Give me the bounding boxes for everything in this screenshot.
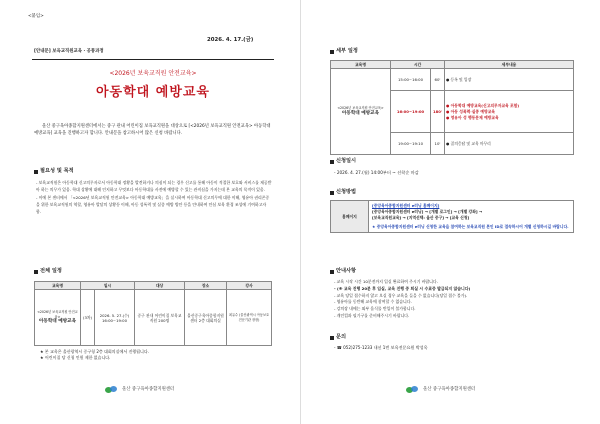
guide-item: - 교육 당일 접수하지 않고 오실 경우 교육을 들을 수 없습니다(당일 접수 불가). bbox=[334, 292, 468, 298]
contact-heading bbox=[330, 334, 346, 341]
notice-date: 2026. 4. 17.(금) bbox=[207, 37, 254, 43]
datetime-cell: 2026. 5. 27.(수) 16:00~19:00 bbox=[95, 290, 135, 346]
detail-col-time: 시간 bbox=[391, 61, 445, 69]
guide-list bbox=[334, 279, 574, 320]
footer-logo-text: 울산 중구육아종합지원센터 bbox=[423, 387, 476, 393]
bullet-square-icon bbox=[330, 270, 334, 274]
contact-heading-label: 문의 bbox=[336, 334, 347, 340]
detail-content-line: ● 아동학대 예방교육(신고의무자교육 포함) bbox=[446, 102, 520, 108]
method-note: ★ 중앙육아종합지원센터 e러닝 신청한 교육을 참여하는 보육교직원 본인 ID로 접속하시어 개별 신청하시길 바랍니다. bbox=[372, 224, 569, 230]
guide-item: - 교육 시작 시간 10분전까지 입실 완료하여 주시기 바랍니다. bbox=[334, 279, 438, 284]
method-content-cell bbox=[369, 201, 574, 233]
overall-heading-label: 전체 일정 bbox=[40, 268, 62, 274]
detail-edu-small: <2026년 보육교직원 안전교육> bbox=[337, 106, 384, 111]
detail-schedule-heading bbox=[330, 48, 358, 55]
bullet-square-icon bbox=[330, 191, 334, 195]
detail-min: 60' bbox=[431, 69, 445, 91]
page-divider bbox=[300, 0, 301, 424]
detail-time: 19:00~19:10 bbox=[391, 133, 431, 155]
bullet-square-icon bbox=[34, 270, 38, 274]
detail-content-line: ● 영유아 성 행동문제 예방교육 bbox=[446, 114, 499, 120]
edu-name: 아동학대 예방교육 bbox=[38, 318, 77, 324]
detail-content bbox=[445, 91, 574, 133]
contact-text: - ☎ 052)275-1233 내선 1번 보육전문요원 박성욱 bbox=[334, 345, 428, 350]
bullet-square-icon bbox=[330, 160, 334, 164]
bullet-square-icon bbox=[34, 170, 38, 174]
bullet-square-icon bbox=[330, 336, 334, 340]
center-logo-icon bbox=[105, 386, 119, 394]
detail-edu-name: 아동학대 예방교육 bbox=[341, 110, 380, 116]
detail-time: 16:00~19:00 bbox=[391, 91, 431, 133]
detail-time: 15:00~16:00 bbox=[391, 69, 431, 91]
elearning-homepage-link[interactable]: [중앙육아종합지원센터 e러닝 홈페이지] bbox=[372, 203, 440, 208]
guide-heading bbox=[330, 268, 356, 275]
detail-min: 10' bbox=[431, 133, 445, 155]
purpose-item: - 보육교직원은 아동학대 신고의무자로서 아동학대 정황을 발견하거나 의심이 되는 경우 신고를 통해 아동이 적절한 보호와 서비스를 제공받아 하는 의무가 있음. 학대 상황에 대해 인지하고 무엇보다 아동학대를 사전에 예방할 수 있는 관직심을 가지는데 본 교육의 목적이 있음. bbox=[36, 180, 272, 192]
notice-subtitle: <2026년 보육교직원 안전교육> bbox=[109, 70, 197, 77]
purpose-list bbox=[36, 180, 272, 215]
notice-category: [안내문] 보육교직원교육 · 공통과정 bbox=[34, 49, 104, 54]
apply-method-label: 신청방법 bbox=[336, 189, 357, 195]
apply-method-table bbox=[330, 200, 574, 233]
apply-method-heading bbox=[330, 189, 356, 196]
bullet-square-icon bbox=[330, 50, 334, 54]
apply-period-heading bbox=[330, 158, 356, 165]
attachment-tag: <붙임> bbox=[28, 14, 44, 19]
detail-schedule-table bbox=[330, 60, 574, 155]
left-footer-logo bbox=[105, 386, 174, 394]
method-label-cell: 홈페이지 bbox=[331, 201, 369, 233]
col-header-instructor: 강사 bbox=[227, 282, 272, 290]
overall-schedule-heading bbox=[34, 268, 62, 275]
method-step: [보육교직원교육] → [지역선택: 울산 중구] → [교육 신청] bbox=[372, 215, 470, 221]
purpose-heading-label: 필요성 및 목적 bbox=[40, 168, 74, 174]
note-item: ★ 본 교육은 울산광역시 중구청 2층 대회의실에서 진행됩니다. bbox=[40, 349, 150, 354]
notice-title: 아동학대 예방교육 bbox=[96, 85, 210, 100]
footer-logo-text: 울산 중구육아종합지원센터 bbox=[122, 387, 175, 393]
col-header-place: 장소 bbox=[185, 282, 227, 290]
guide-item: - 영유아를 동반해 교육에 참여할 수 없습니다. bbox=[334, 299, 412, 305]
detail-col-content: 세부내용 bbox=[445, 61, 574, 69]
intro-text: 울산 중구육아종합지원센터에서는 중구 관내 어린이집 보육교직원을 대상으로 [<2026년 보육교직원 안전교육> 아동학대 예방교육] 교육을 진행하고자 합니다. 안내문을 참고하시어 많은 신청 바랍니다. bbox=[34, 124, 271, 136]
target-cell: 중구 관내 어린이집 보육교직원 200명 bbox=[135, 290, 185, 346]
detail-content: ● 질의응답 및 교육 마무리 bbox=[445, 133, 574, 155]
detail-edu-cell bbox=[331, 69, 391, 155]
purpose-heading bbox=[34, 168, 74, 175]
guide-item: - 강의장 내에는 외부 음식물 반입이 불가합니다. bbox=[334, 306, 416, 312]
guide-heading-label: 안내사항 bbox=[336, 268, 357, 274]
apply-period-label: 신청일시 bbox=[336, 158, 357, 164]
detail-min: 180' bbox=[431, 91, 445, 133]
guide-item: - (※ 교육 진행 20분 후 입실, 교육 진행 중 퇴실 시 수료증 발급되지 않습니다) bbox=[334, 285, 471, 291]
detail-col-edu: 교육명 bbox=[331, 61, 391, 69]
notes-list bbox=[40, 349, 270, 362]
note-item: ★ 어린이집 당 신청 인원 제한 없습니다. bbox=[40, 355, 111, 361]
detail-content-line: ● 아동 성폭력·실종 예방교육 bbox=[446, 108, 496, 114]
edu-name-cell bbox=[35, 290, 81, 346]
top-rule bbox=[32, 59, 274, 60]
col-header-edu: 교육명 bbox=[35, 282, 81, 290]
place-cell: 울산중구육아종합지원센터 2층 대회의실 bbox=[185, 290, 227, 346]
session-cell: (3차) bbox=[81, 290, 95, 346]
detail-heading-label: 세부 일정 bbox=[336, 48, 358, 54]
guide-item: - 개인컵과 필기구를 준비해주시기 바랍니다. bbox=[334, 313, 410, 319]
col-header-datetime: 일시 bbox=[81, 282, 135, 290]
col-header-target: 대상 bbox=[135, 282, 185, 290]
apply-period-text: - 2026. 4. 27.(월) 14:00부터 ~ 선착순 마감 bbox=[334, 170, 419, 175]
right-footer-logo bbox=[406, 386, 475, 394]
detail-content: ● 등록 및 입장 bbox=[445, 69, 574, 91]
edu-name-small: <2026년 보육교직원 안전교육> bbox=[37, 310, 78, 319]
method-step: [중앙육아종합지원센터 e러닝] → [개별 로그인] → [개별 강좌] → bbox=[372, 209, 483, 215]
instructor-cell: 최유수 (울산광역시 아동보호전문기관 장장) bbox=[227, 290, 272, 346]
center-logo-icon bbox=[406, 386, 420, 394]
purpose-item: - 이에 본 센터에서 「<2026년 보육교직원 안전교육> 아동학대 예방교육」을 실시하여 아동학대 신고의무에 대한 이해, 영유아 권리존중을 위한 보육교직원의 역할, 영유아 발달의 상황등 이해, 아동 성폭력 및 실종 예방 방안 등을 안내하여 안심 보육 환경 조성에 기여하고자 함. bbox=[36, 195, 270, 214]
note-text: 어린이집 당 신청 인원 제한 없습니다. bbox=[44, 355, 111, 361]
overall-schedule-table bbox=[34, 281, 272, 346]
note-text: 본 교육은 울산광역시 중구청 2층 대회의실에서 진행됩니다. bbox=[44, 349, 150, 354]
